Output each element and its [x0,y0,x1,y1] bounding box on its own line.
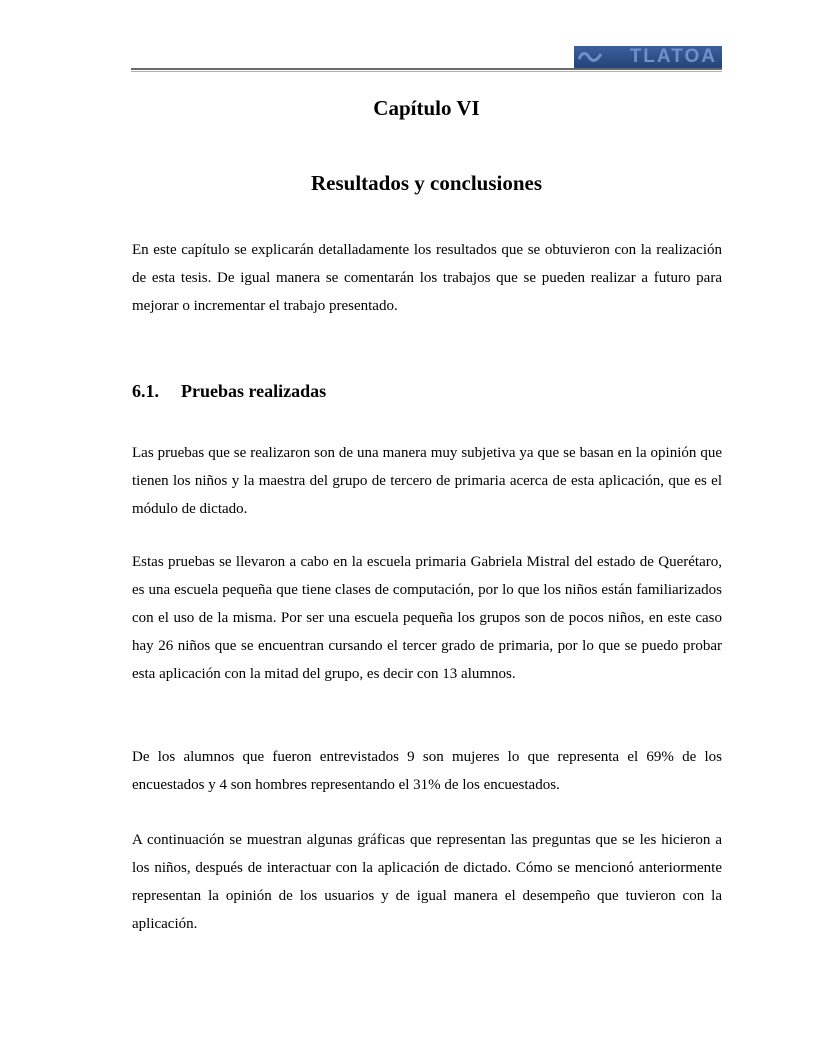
page-header [131,46,722,72]
chapter-number: Capítulo VI [373,96,480,120]
body-paragraph-1: Las pruebas que se realizaron son de una manera muy subjetiva ya que se basan en la opinión que tienen los niños y la maestra del grupo de tercero de primaria acerca de esta aplicación, que es el módulo de dictado. [132,445,722,517]
intro-paragraph: En este capítulo se explicarán detalladamente los resultados que se obtuvieron con la realización de esta tesis. De igual manera se comentarán los trabajos que se pueden realizar a futuro para mejorar o incrementar el trabajo presentado. [132,242,722,314]
section-title: Pruebas realizadas [181,381,327,401]
chapter-title: Resultados y conclusiones [310,171,543,195]
body-paragraph-3: De los alumnos que fueron entrevistados 9 son mujeres lo que representa el 69% de los encuestados y 4 son hombres representando el 31% de los encuestados. [132,749,722,793]
body-paragraph-4: A continuación se muestran algunas gráficas que representan las preguntas que se les hicieron a los niños, después de interactuar con la aplicación de dictado. Cómo se mencionó anteriormente representan la opinión de los usuarios y de igual manera el desempeño que tuvieron con la aplicación. [132,832,722,932]
body-paragraph-2: Estas pruebas se llevaron a cabo en la escuela primaria Gabriela Mistral del estado de Querétaro, es una escuela pequeña que tiene clases de computación, por lo que los niños están familiarizados con el uso de la misma. Por ser una escuela pequeña los grupos son de pocos niños, en este caso hay 26 niños que se encuentran cursando el tercer grado de primaria, por lo que se puedo probar esta aplicación con la mitad del grupo, es decir con 13 alumnos. [132,554,722,682]
header-rule-thin [131,71,722,72]
section-heading [132,379,326,403]
logo-text: TLATOA [629,46,717,67]
section-number: 6.1. [132,381,159,401]
wave-logo-icon [578,50,602,64]
header-rule [131,68,722,70]
tlatoa-logo [574,46,722,68]
